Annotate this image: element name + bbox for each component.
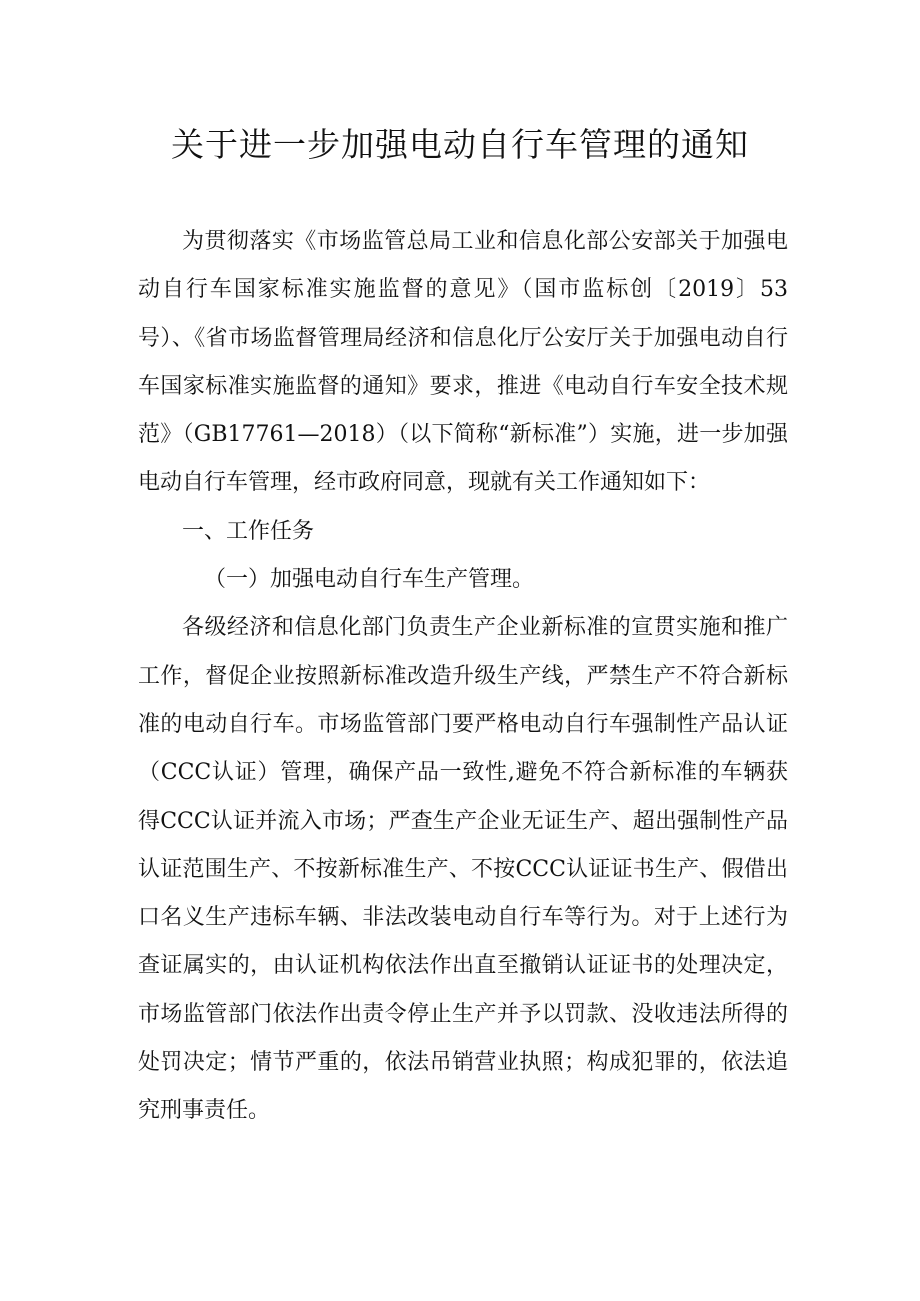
document-title: 关于进一步加强电动自行车管理的通知	[171, 125, 749, 164]
subsection-heading-production-management: （一）加强电动自行车生产管理。	[204, 567, 535, 593]
production-management-paragraph: 各级经济和信息化部门负责生产企业新标准的宣贯实施和推广工作，督促企业按照新标准改造升级生产线，严禁生产不符合新标准的电动自行车。市场监管部门要严格电动自行车强制性产品认证（CCC认证）管理，确保产品一致性,避免不符合新标准的车辆获得CCC认证并流入市场；严查生产企业无证生产、超出强制性产品认证范围生产、不按新标准生产、不按CCC认证证书生产、假借出口名义生产违标车辆、非法改装电动自行车等行为。对于上述行为查证属实的，由认证机构依法作出直至撤销认证证书的处理决定，市场监管部门依法作出责令停止生产并予以罚款、没收违法所得的处罚决定；情节严重的，依法吊销营业执照；构成犯罪的，依法追究刑事责任。	[138, 615, 788, 1124]
intro-paragraph: 为贯彻落实《市场监管总局工业和信息化部公安部关于加强电动自行车国家标准实施监督的意见》（国市监标创〔2019〕53号）、《省市场监督管理局经济和信息化厅公安厅关于加强电动自行车国家标准实施监督的通知》要求，推进《电动自行车安全技术规范》（GB17761—2018）（以下简称“新标准”）实施，进一步加强电动自行车管理，经市政府同意，现就有关工作通知如下：	[138, 229, 788, 496]
section-heading-work-tasks: 一、工作任务	[182, 518, 315, 544]
document-body	[138, 218, 788, 1136]
